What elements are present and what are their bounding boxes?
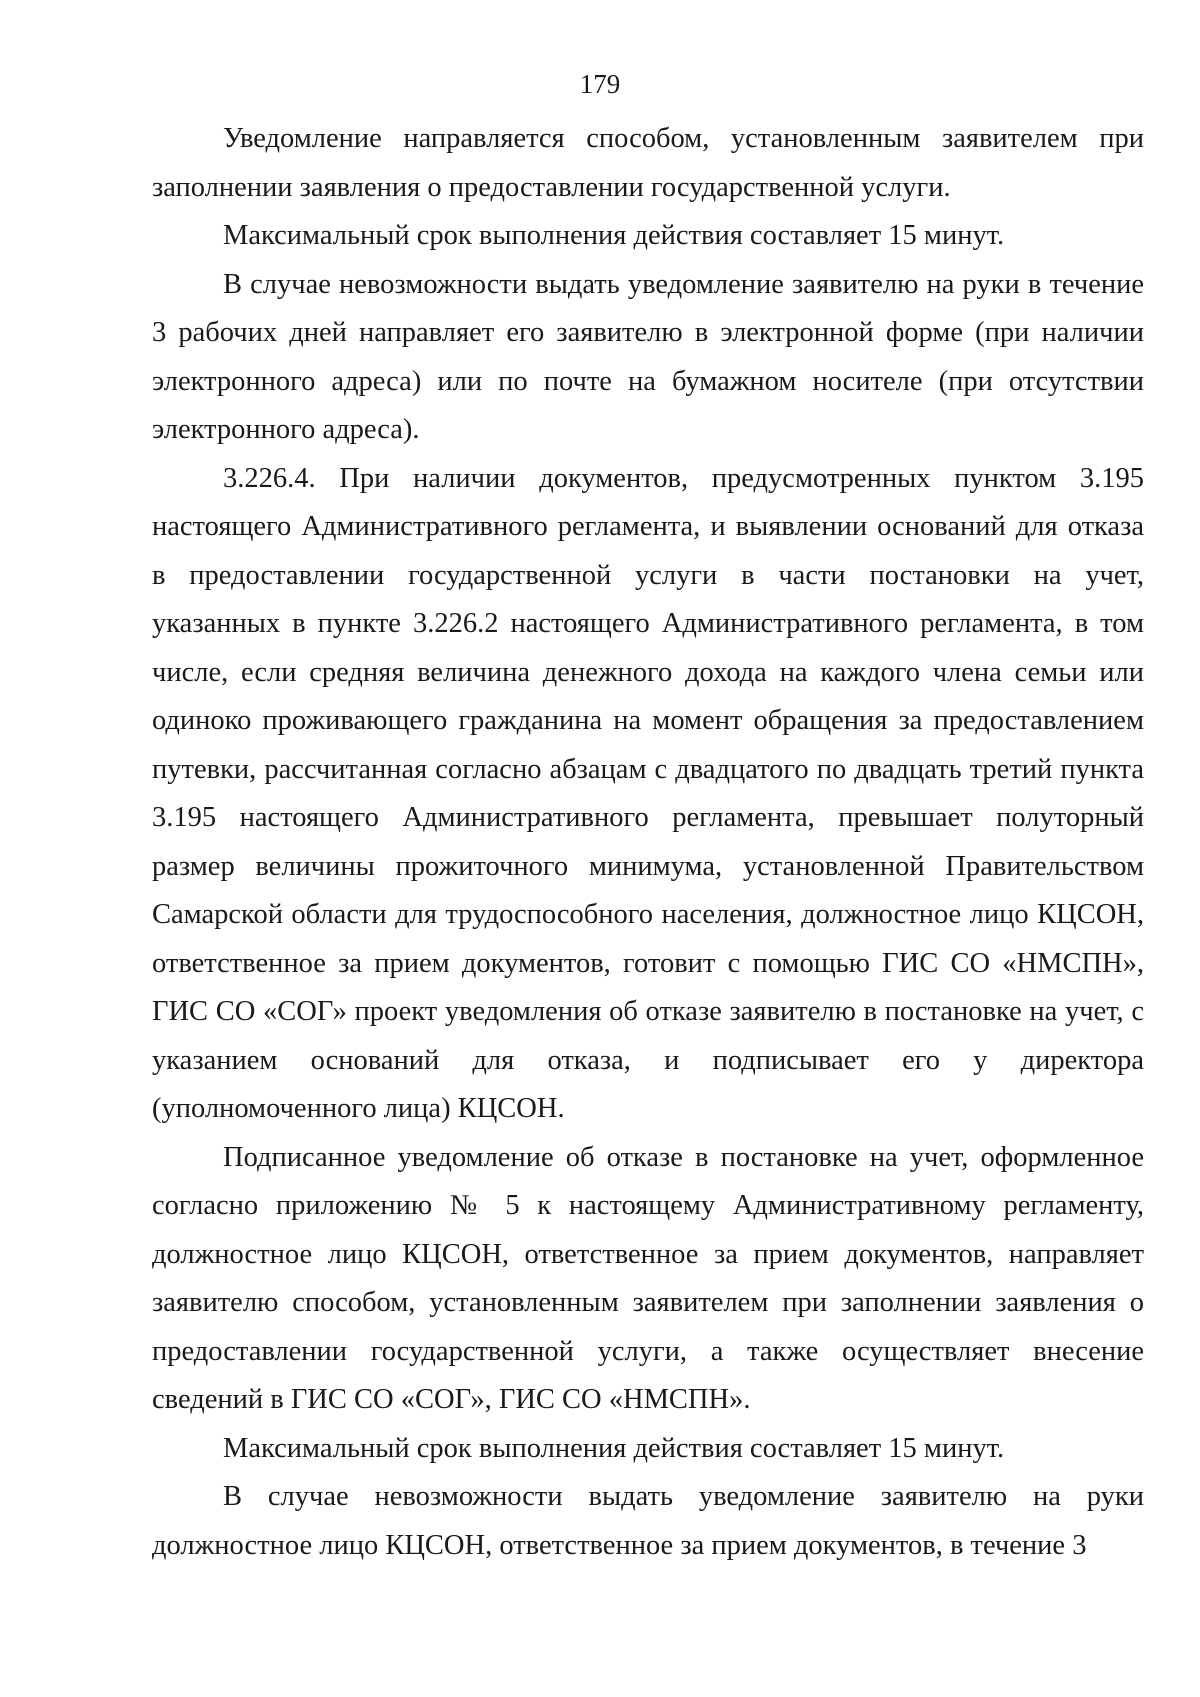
paragraph-delivery-fallback: В случае невозможности выдать уведомление заявителю на руки в течение 3 рабочих дней направляет его заявителю в электронной форме (при наличии электронного адреса) или по почте на бумажном носителе (при отсутствии электронного адреса). <box>152 268 1144 445</box>
paragraph-signed-refusal: Подписанное уведомление об отказе в постановке на учет, оформленное согласно приложению № 5 к настоящему Административному регламенту, должностное лицо КЦСОН, ответственное за прием документов, направляет заявителю способом, установленным заявителем при заполнении заявления о предоставлении государственной услуги, а также осуществляет внесение сведений в ГИС СО «СОГ», ГИС СО «НМСПН». <box>152 1141 1144 1415</box>
paragraph-clause-3-226-4: 3.226.4. При наличии документов, предусмотренных пунктом 3.195 настоящего Административного регламента, и выявлении оснований для отказа в предоставлении государственной услуги в части постановки на учет, указанных в пункте 3.226.2 настоящего Административного регламента, в том числе, если средняя величина денежного дохода на каждого члена семьи или одиноко проживающего гражданина на момент обращения за предоставлением путевки, рассчитанная согласно абзацам с двадцатого по двадцать третий пункта 3.195 настоящего Административного регламента, превышает полуторный размер величины прожиточного минимума, установленной Правительством Самарской области для трудоспособного населения, должностное лицо КЦСОН, ответственное за прием документов, готовит с помощью ГИС СО «НМСПН», ГИС СО «СОГ» проект уведомления об отказе заявителю в постановке на учет, с указанием оснований для отказа, и подписывает его у директора (уполномоченного лица) КЦСОН. <box>152 462 1144 1124</box>
paragraph-max-duration: Максимальный срок выполнения действия составляет 15 минут. <box>223 220 1005 251</box>
paragraph-max-duration-2: Максимальный срок выполнения действия составляет 15 минут. <box>223 1432 1005 1464</box>
document-body <box>152 115 1144 1570</box>
paragraph-delivery-fallback-2: В случае невозможности выдать уведомление заявителю на руки должностное лицо КЦСОН, ответственное за прием документов, в течение 3 <box>152 1481 1144 1561</box>
paragraph-notification-method: Уведомление направляется способом, установленным заявителем при заполнении заявления о предоставлении государственной услуги. <box>152 123 1144 203</box>
page-number: 179 <box>579 69 621 99</box>
